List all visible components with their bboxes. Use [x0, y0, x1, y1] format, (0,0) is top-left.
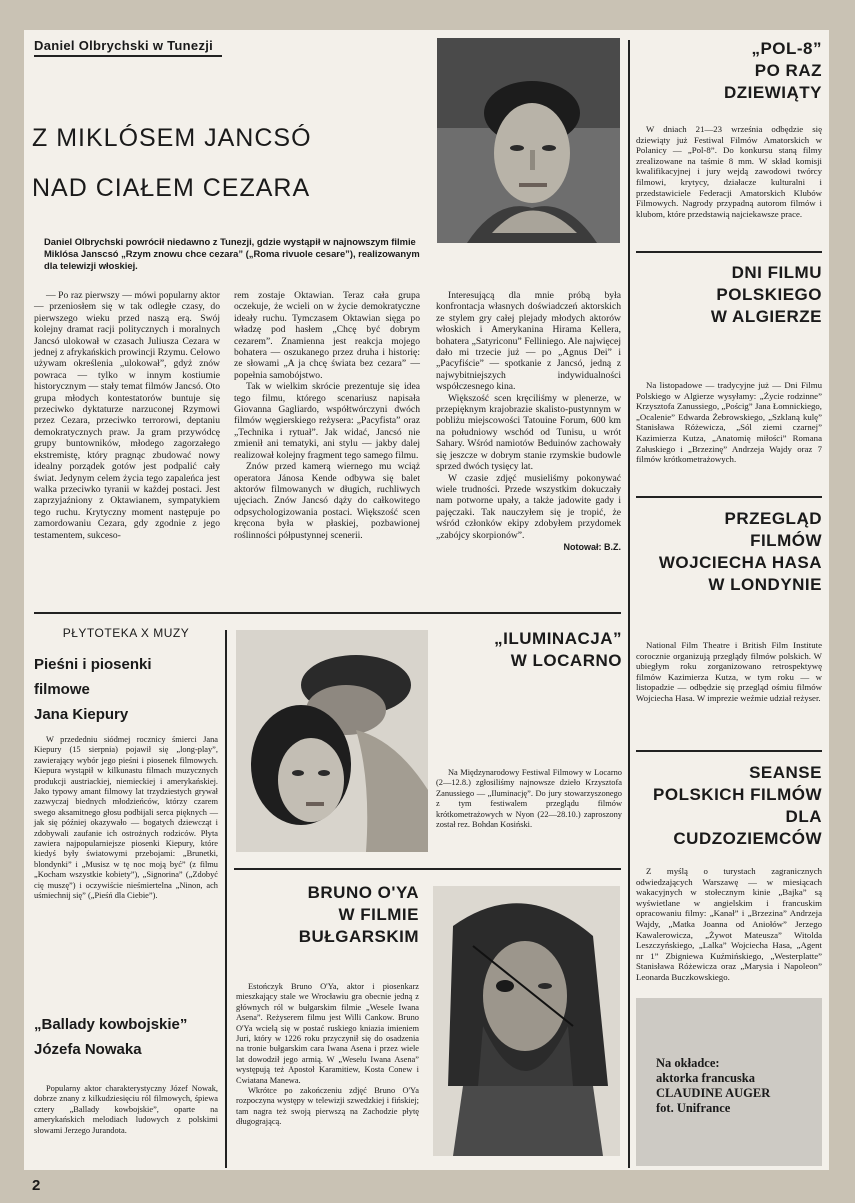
ballady-block [34, 1012, 218, 1136]
bruno-oya-photo [433, 886, 620, 1156]
hasa-title-4: W LONDYNIE [708, 575, 822, 594]
seanse-text: Z myślą o turystach zagranicznych odwiedzających Warszawę — w miesiącach wakacyjnych w stołecznym kinie „Bajka” są wyświetlane w angielskim i francuskim opracowaniu filmy: „Kanał” i „Brzezina” Andrzeja Wajdy, „Matka Joanna od Aniołów” Jerzego Kawalerowicza, „Żywot Mateusza” Witolda Leszczyńskiego, „Lalka” Wojciecha Hasa, „Agent nr 1” Zbigniewa Kuźmińskiego, „Westerplatte” Stanisława Różewicza oraz „Marysia i Napoleon” Leonarda Buczkowskiego. [636, 866, 822, 982]
bruno-title-3: BUŁGARSKIM [298, 927, 419, 946]
ballady-text: Popularny aktor charakterystyczny Józef Nowak, dobrze znany z kilkudziesięciu ról filmowych, śpiewa cztery „Ballady kowbojskie”, oparte na amerykańskich melodiach ludowych z polskimi słowami Jerzego Jurandota. [34, 1084, 218, 1135]
page-number: 2 [32, 1177, 41, 1194]
bruno-block [236, 882, 419, 1128]
hasa-title-1: PRZEGLĄD [724, 509, 822, 528]
bruno-title-1: BRUNO O'YA [307, 883, 419, 902]
hasa-block [636, 508, 822, 704]
bruno-title-2: W FILMIE [338, 905, 419, 924]
article-signature: Notował: B.Z. [563, 541, 621, 552]
seanse-title-3: DLA CUDZOZIEMCÓW [673, 807, 822, 848]
algier-title-2: POLSKIEGO [716, 285, 822, 304]
article-col2 [234, 290, 420, 541]
kicker-text: Daniel Olbrychski w Tunezji [34, 38, 214, 53]
plytoteka-block [34, 626, 218, 902]
sidebar-rule-2 [636, 496, 822, 498]
col2-para1: rem zostaje Oktawian. Teraz cała grupa oczekuje, że wcieli on w życie demokratyczne ideały ruchu. Tymczasem Oktawian sięga po władzę pod hasłem „Chcę być dobrym cezarem”. Znamienna jest reakcja mojego bohatera — oszukanego przez druha i historię: ze słowami „A ja chcę świata bez cezara” — popełnia samobójstwo. [234, 290, 420, 381]
left-bottom-divider [225, 630, 227, 1168]
iluminacja-title-1: „ILUMINACJA” [494, 629, 622, 648]
article-title-line1: Z MIKLÓSEM JANCSÓ [32, 124, 312, 152]
plytoteka-text: W przededniu siódmej rocznicy śmierci Jana Kiepury (15 sierpnia) pojawił się „long-play”, zawierający wybór jego pieśni i piosenek filmowych. Kiepura wystąpił w kilkunastu filmach muzycznych produkcji austriackiej, niemieckiej i amerykańskiej. Jako typowy amant filmowy lat trzydziestych grywał zazwyczaj biednych młodzieńców, którzy czarem swego aksamitnego głosu podbijali serca pięknych — jak się później okazywało — bogatych dziewcząt i zdobywali zaufanie ich ostrożnych rodziców. Płyta zawiera najpopularniejsze piosenki Kiepury, które kiedyś były światowymi przebojami: „Brunetki, blondynki” i „Musisz w tę noc moją być” (z filmu „Kocham wszystkie kobiety”), „Signorina” („Zdobyć cię muszę”) i oczywiście nieśmiertelna „Ninon, ach uśmiechnij się” („Pieśń dla Ciebie”). [34, 735, 218, 901]
sidebar-divider [628, 40, 630, 1168]
iluminacja-bottom-rule [234, 868, 621, 870]
cover-line-3: CLAUDINE AUGER [656, 1086, 771, 1100]
plytoteka-title-1: Pieśni i piosenki [34, 656, 152, 673]
col2-para2: Tak w wielkim skrócie prezentuje się idea tego filmu, którego scenariusz napisała Giovanna Gagliardo, współtwórczyni dwóch filmów węgierskiego reżysera: „Pacyfista” oraz „Technika i rytuał”. Jak widać, Jancsó nie zmienił ani tematyki, ani stylu — jakby dalej realizował kolejny fragment tego samego filmu. [234, 381, 420, 461]
bruno-text-2: Wkrótce po zakończeniu zdjęć Bruno O'Ya rozpoczyna występy w telewizji szwedzkiej i fińskiej; tam nagra też swoją pierwszą na Zachodzie płytę długogrającą. [236, 1086, 419, 1127]
cover-line-2: aktorka francuska [656, 1071, 755, 1085]
sidebar-rule-3 [636, 750, 822, 752]
plytoteka-title-2: filmowe [34, 681, 90, 698]
main-bottom-rule [34, 612, 621, 614]
hasa-text: National Film Theatre i British Film Institute corocznie organizują przeglądy filmów polskich. W ubiegłym roku zorganizowano retrospektywę filmów Kazimierza Kutza, w tym roku — w listopadzie — odbędzie się przegląd ośmiu filmów Wojciecha Hasa. W imprezie weźmie udział reżyser. [636, 640, 822, 703]
article-title-line2: NAD CIAŁEM CEZARA [32, 174, 311, 202]
pol8-title-3: DZIEWIĄTY [724, 83, 822, 102]
magazine-page [24, 30, 829, 1170]
algier-title-3: W ALGIERZE [710, 307, 822, 326]
algier-title-1: DNI FILMU [731, 263, 822, 282]
article-col1: — Po raz pierwszy — mówi popularny aktor — przeniosłem się w tak odległe czasy, do pierwszego wieku przed naszą erą. Swój kolejny dramat racji politycznych i moralnych Jancsó ulokował w czasach Juliusza Cezara w jednej z afrykańskich prowincji Rzymu. Celowo używam określenia „ulokował”, gdyż znów powraca — tylko w innym kostiumie historycznym — stały temat filmów Jancsó. Oto grupa młodych kontestatorów buntuje się przeciwko dyktaturze narzuconej Rzymowi przez Cezara, przeciwko terrorowi, deptaniu demokratycznych praw. Ja gram przywódcę grupy buntowników, młodego zagorzałego ekstremistę, który pragnąc zbudować nowy idealny porządek gotów jest podpalić cały świat. Jedynym celem życia tego zapaleńca jest walka przeciwko tyranii w każdej postaci. Jest zaprzyjaźniony z Oktawianem, sympatykiem tego ruchu. Krytyczny moment następuje po zamordowaniu Cezara, gdy zgodnie z jego testamentem, sukceso- [34, 290, 220, 541]
iluminacja-block [436, 628, 622, 830]
cover-info-box [636, 998, 822, 1166]
pol8-title-1: „POL-8” [751, 39, 822, 58]
bruno-text: Estończyk Bruno O'Ya, aktor i piosenkarz mieszkający stale we Wrocławiu gra obecnie jedną z głównych ról w bułgarskim filmie „Wesele Iwana Asena”. Reżyserem filmu jest Willi Cankow. Bruno O'Ya wcielą się w postać ruskiego kniazia imieniem Juri, który w 1226 roku przyczynił się do osadzenia na tronie bułgarskim cara Iwana Asena i przez wiele lat dowodził jego armią. W „Weselu Iwana Asena” występują też Apostoł Karamitiew, Kosta Conew i Cwiatana Manewa. [236, 982, 419, 1085]
pol8-block [636, 38, 822, 219]
ballady-title-2: Józefa Nowaka [34, 1041, 142, 1058]
cover-line-4: fot. Unifrance [656, 1101, 731, 1115]
col3-para2: Większość scen kręciliśmy w plenerze, w przepięknym krajobrazie skalisto-pustynnym w pobliżu miejscowości Tatouine Forum, 600 km na południowy wschód od Tunisu, u wrót Sahary. Wśród namiotów Beduinów zachowały się jeszcze w dobrym stanie rzymskie budowle sprzed dwóch tysięcy lat. [436, 392, 621, 473]
seanse-title-1: SEANSE [749, 763, 822, 782]
hasa-title-2: FILMÓW [750, 531, 822, 550]
col3-para3: W czasie zdjęć musieliśmy pokonywać wiele trudności. Przede wszystkim dokuczały nam potworne upały, a także jadowite gady i pajęczaki. Tak nauczyłem się je tropić, że wśród członków ekipy zdobyłem przydomek „zabójcy skorpionów”. [436, 472, 621, 541]
pol8-title-2: PO RAZ [754, 61, 822, 80]
iluminacja-photo [236, 630, 428, 852]
sidebar-rule-1 [636, 251, 822, 253]
ballady-title-1: „Ballady kowbojskie” [34, 1016, 188, 1033]
hasa-title-3: WOJCIECHA HASA [658, 553, 822, 572]
olbrychski-photo [437, 38, 620, 243]
seanse-block [636, 762, 822, 983]
cover-line-1: Na okładce: [656, 1056, 720, 1070]
algier-block [636, 262, 822, 465]
pol8-text: W dniach 21—23 września odbędzie się dziewiąty już Festiwal Filmów Amatorskich w Polanicy — „Pol-8”. Do konkursu staną filmy zrealizowane na taśmie 8 mm. W skład komisji kwalifikacyjnej i jury wejdą zawodowi twórcy filmowi, krytycy, działacze kulturalni i przedstawiciele Federacji Amatorskich Klubów Filmowych. Nagrody przypadną autorom filmów i klubom, które przedstawią najciekawsze prace. [636, 124, 822, 219]
article-lead: Daniel Olbrychski powrócił niedawno z Tunezji, gdzie wystąpił w najnowszym filmie Miklósa Janscsó „Rzym znowu chce cezara” („Roma rivuole cesare”), realizowanym dla telewizji włoskiej. [44, 236, 420, 271]
col2-para3: Znów przed kamerą wiernego mu wciąż operatora Jánosa Kende odbywa się balet aktorów filmowanych w długich, ruchliwych ujęciach. Znów Jancsó dąży do całkowitego odpsychologizowania postaci. Większość scen kręcona była w płaskiej, pozbawionej roślinności półpustynnej scenerii. [234, 461, 420, 541]
plytoteka-kicker: PŁYTOTEKA X MUZY [62, 626, 190, 640]
iluminacja-title-2: W LOCARNO [510, 651, 622, 670]
algier-text: Na listopadowe — tradycyjne już — Dni Filmu Polskiego w Algierze wysyłamy: „Życie rodzinne” Krzysztofa Zanussiego, „Pościg” Jana Łomnickiego, „Ocalenie” Edwarda Żebrowskiego, „Szklaną kulę” Stanisława Różewicza, „Sól ziemi czarnej” Kazimierza Kutza, „Anatomię miłości” Romana Załuskiego i „Brzezinę” Andrzeja Wajdy oraz 7 filmów krótkometrażowych. [636, 380, 822, 465]
article-col3 [436, 290, 621, 552]
article-kicker [34, 38, 222, 57]
plytoteka-title-3: Jana Kiepury [34, 706, 129, 723]
kicker-underline [34, 55, 222, 57]
col3-para1: Interesującą dla mnie próbą była konfrontacja własnych doświadczeń aktorskich ze stylem gry całej plejady młodych aktorów włoskich i Amerykanina Hirama Kellera, bohatera „Satyriconu” Felliniego. Ale najwięcej dało mi trzecie już — po „Agnus Dei” i „Pacyfiście” — spotkanie z Jancsó, jedną z najwybitniejszych indywidualności współczesnego kina. [436, 290, 621, 393]
iluminacja-text: Na Międzynarodowy Festiwal Filmowy w Locarno (2—12.8.) zgłosiliśmy najnowsze dzieło Krzysztofa Zanussiego — „Iluminację”. Do jury stowarzyszonego z tym festiwalem przeglądu filmów krótkometrażowych w Nyon (22—28.10.) zaproszony został rez. Bohdan Kosiński. [436, 768, 622, 830]
seanse-title-2: POLSKICH FILMÓW [653, 785, 822, 804]
